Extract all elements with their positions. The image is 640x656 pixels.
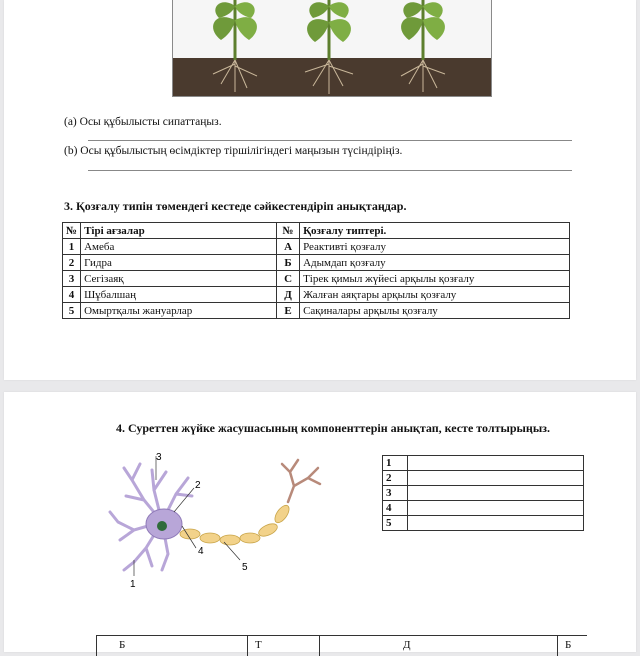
header-fragment: Б (565, 639, 572, 651)
answer-row-number: 1 (383, 456, 408, 471)
movement-cell: Реактивті қозғалу (300, 239, 570, 255)
matching-table (62, 222, 570, 319)
answer-row-number: 2 (383, 471, 408, 486)
header-fragment: Д (403, 639, 411, 651)
header-fragment: Т (255, 639, 262, 651)
table-row (383, 516, 584, 531)
movement-cell: Жалған аяқтары арқылы қозғалу (300, 287, 570, 303)
table-row (63, 303, 570, 319)
answer-row-number: 5 (383, 516, 408, 531)
organism-cell: Сегізаяқ (81, 271, 277, 287)
answer-cell[interactable] (408, 486, 584, 501)
answer-cell[interactable] (408, 516, 584, 531)
next-table-header (96, 635, 587, 656)
letter-cell: А (277, 239, 300, 255)
neuron-label-3: 3 (156, 452, 162, 463)
row-number: 4 (63, 287, 81, 303)
question-part-b: (b) Осы құбылыстың өсімдіктер тіршілігіндегі маңызын түсіндіріңіз. (64, 145, 403, 157)
table-row (63, 271, 570, 287)
header-movement-types: Қозғалу типтері. (300, 223, 570, 239)
letter-cell: Д (277, 287, 300, 303)
table-row (383, 471, 584, 486)
header-letter: № (277, 223, 300, 239)
neuron-label-4: 4 (198, 546, 204, 557)
worksheet-page-2 (4, 392, 636, 652)
answer-row-number: 3 (383, 486, 408, 501)
table-row (63, 255, 570, 271)
question-3-title: 3. Қозғалу типін төмендегі кестеде сәйкестендіріп анықтаңдар. (64, 199, 407, 213)
organism-cell: Омыртқалы жануарлар (81, 303, 277, 319)
movement-cell: Адымдап қозғалу (300, 255, 570, 271)
letter-cell: С (277, 271, 300, 287)
organism-cell: Шұбалшаң (81, 287, 277, 303)
letter-cell: Б (277, 255, 300, 271)
movement-cell: Тірек қимыл жүйесі арқылы қозғалу (300, 271, 570, 287)
neuron-diagram (104, 450, 336, 590)
row-number: 1 (63, 239, 81, 255)
table-row (383, 486, 584, 501)
neuron-answer-table (382, 455, 584, 531)
header-fragment: Б (119, 639, 126, 651)
plant-growth-image (172, 0, 492, 97)
neuron-label-1: 1 (130, 579, 136, 590)
answer-row-number: 4 (383, 501, 408, 516)
question-4-title: 4. Суреттен жүйке жасушасының компоненттерін анықтап, кесте толтырыңыз. (116, 421, 551, 435)
table-row (383, 501, 584, 516)
worksheet-page-1 (4, 0, 636, 380)
answer-line-a[interactable] (88, 140, 572, 141)
organism-cell: Гидра (81, 255, 277, 271)
question-part-a: (a) Осы құбылысты сипаттаңыз. (64, 116, 222, 128)
header-number: № (63, 223, 81, 239)
answer-cell[interactable] (408, 456, 584, 471)
neuron-label-2: 2 (195, 480, 201, 491)
row-number: 2 (63, 255, 81, 271)
answer-line-b[interactable] (88, 170, 572, 171)
table-row (63, 239, 570, 255)
answer-cell[interactable] (408, 501, 584, 516)
neuron-label-5: 5 (242, 562, 248, 573)
table-header-row (63, 223, 570, 239)
header-organisms: Тірі ағзалар (81, 223, 277, 239)
letter-cell: Е (277, 303, 300, 319)
table-row (63, 287, 570, 303)
organism-cell: Амеба (81, 239, 277, 255)
row-number: 5 (63, 303, 81, 319)
row-number: 3 (63, 271, 81, 287)
answer-cell[interactable] (408, 471, 584, 486)
movement-cell: Сақиналары арқылы қозғалу (300, 303, 570, 319)
table-row (383, 456, 584, 471)
